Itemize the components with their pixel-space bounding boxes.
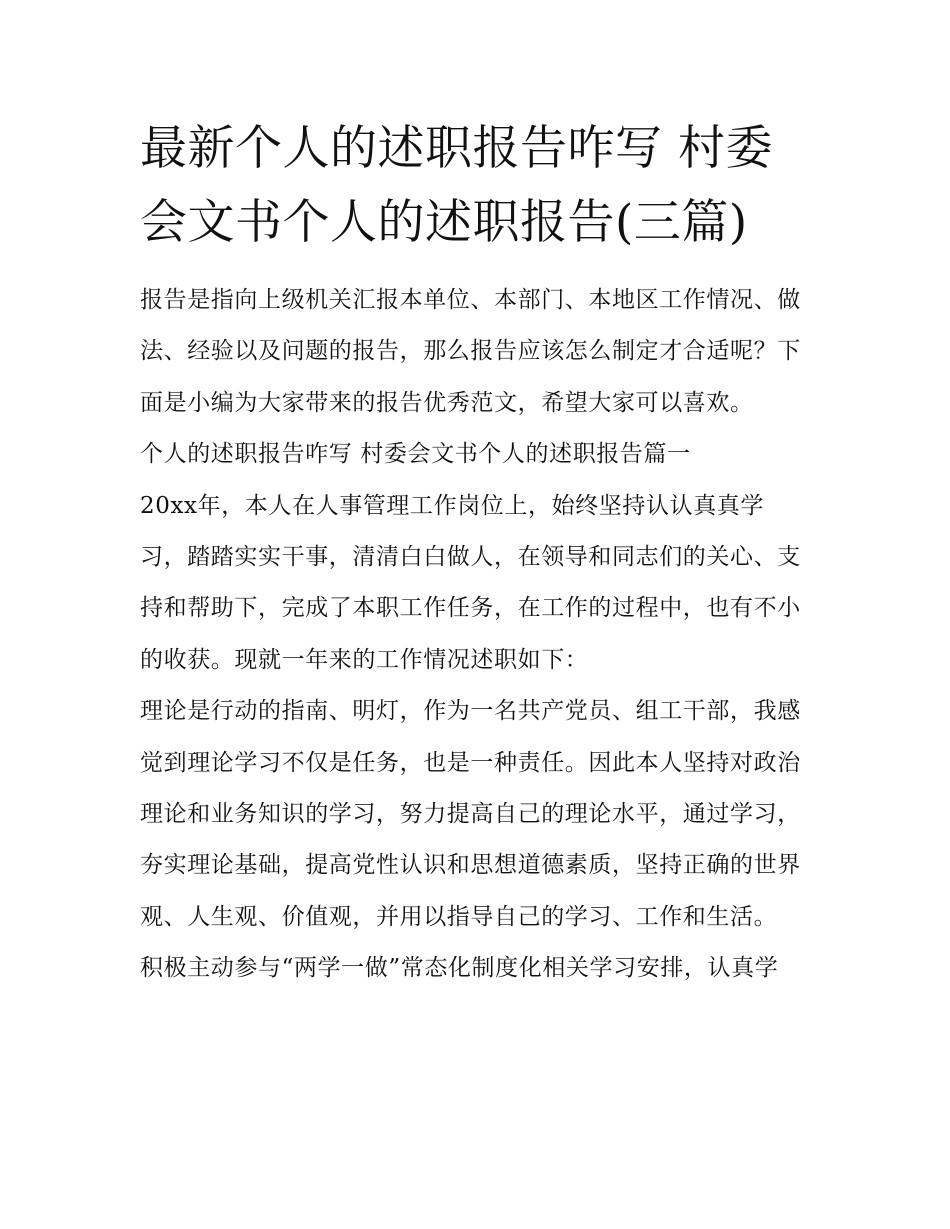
section-heading: 个人的述职报告咋写 村委会文书个人的述职报告篇一 bbox=[140, 441, 691, 468]
document-title: 最新个人的述职报告咋写 村委会文书个人的述职报告(三篇) bbox=[140, 121, 773, 250]
body-paragraph: 积极主动参与“两学一做”常态化制度化相关学习安排，认真学 bbox=[140, 955, 779, 982]
body-paragraph: 理论是行动的指南、明灯，作为一名共产党员、组工干部，我感觉到理论学习不仅是任务，也是一种责任。因此本人坚持对政治理论和业务知识的学习，努力提高自己的理论水平，通过学习，夯实理论基础，提高党性认识和思想道德素质，坚持正确的世界观、人生观、价值观，并用以指导自己的学习、工作和生活。 bbox=[140, 698, 801, 930]
body-paragraph: 20xx年，本人在人事管理工作岗位上，始终坚持认认真真学习，踏踏实实干事，清清白白做人，在领导和同志们的关心、支持和帮助下，完成了本职工作任务，在工作的过程中，也有不小的收获。现就一年来的工作情况述职如下： bbox=[140, 492, 801, 673]
document-body bbox=[140, 275, 810, 995]
intro-paragraph: 报告是指向上级机关汇报本单位、本部门、本地区工作情况、做法、经验以及问题的报告，那么报告应该怎么制定才合适呢？下面是小编为大家带来的报告优秀范文，希望大家可以喜欢。 bbox=[140, 287, 801, 416]
